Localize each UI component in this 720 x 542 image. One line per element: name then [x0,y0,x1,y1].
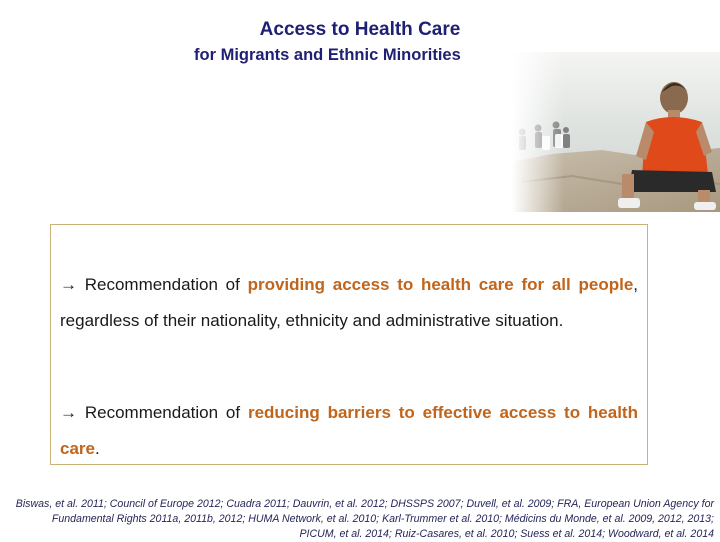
references: Biswas, et al. 2011; Council of Europe 2012; Cuadra 2011; Dauvrin, et al. 2012; DHSSPS 2007; Duvell, et al. 2009; FRA, European Union Agency for Fundamental Rights 2011a, 2011b, 2012; HUMA Network, et al. 2010; Karl-Trummer et al. 2010; Médicins du Monde, et al. 2009, 2012, 2013; PICUM, et al. 2014; Ruiz-Casares, et al. 2010; Suess et al. 2014; Woodward, et al. 2014 [15,498,714,540]
highlight-text: providing access to health care for all [247,275,571,294]
highlight-text: to health care [60,403,638,458]
recommendation-2: → Recommendation of reducing barriers to effective access to health care. [60,403,638,458]
seaside-photo [512,52,720,212]
recommendation-1: → Recommendation of providing access to health care for all people, regardless of their nationality, ethnicity and administrative situation. [60,275,639,330]
arrow-icon: → [60,275,77,294]
slide-subtitle: for Migrants and Ethnic Minorities [194,46,461,64]
recommendations-box [50,224,648,465]
arrow-icon: → [60,403,77,422]
highlight-text: reducing barriers to effective access [247,403,557,422]
slide-title: Access to Health Care [259,19,461,40]
highlight-text: people [578,275,634,294]
